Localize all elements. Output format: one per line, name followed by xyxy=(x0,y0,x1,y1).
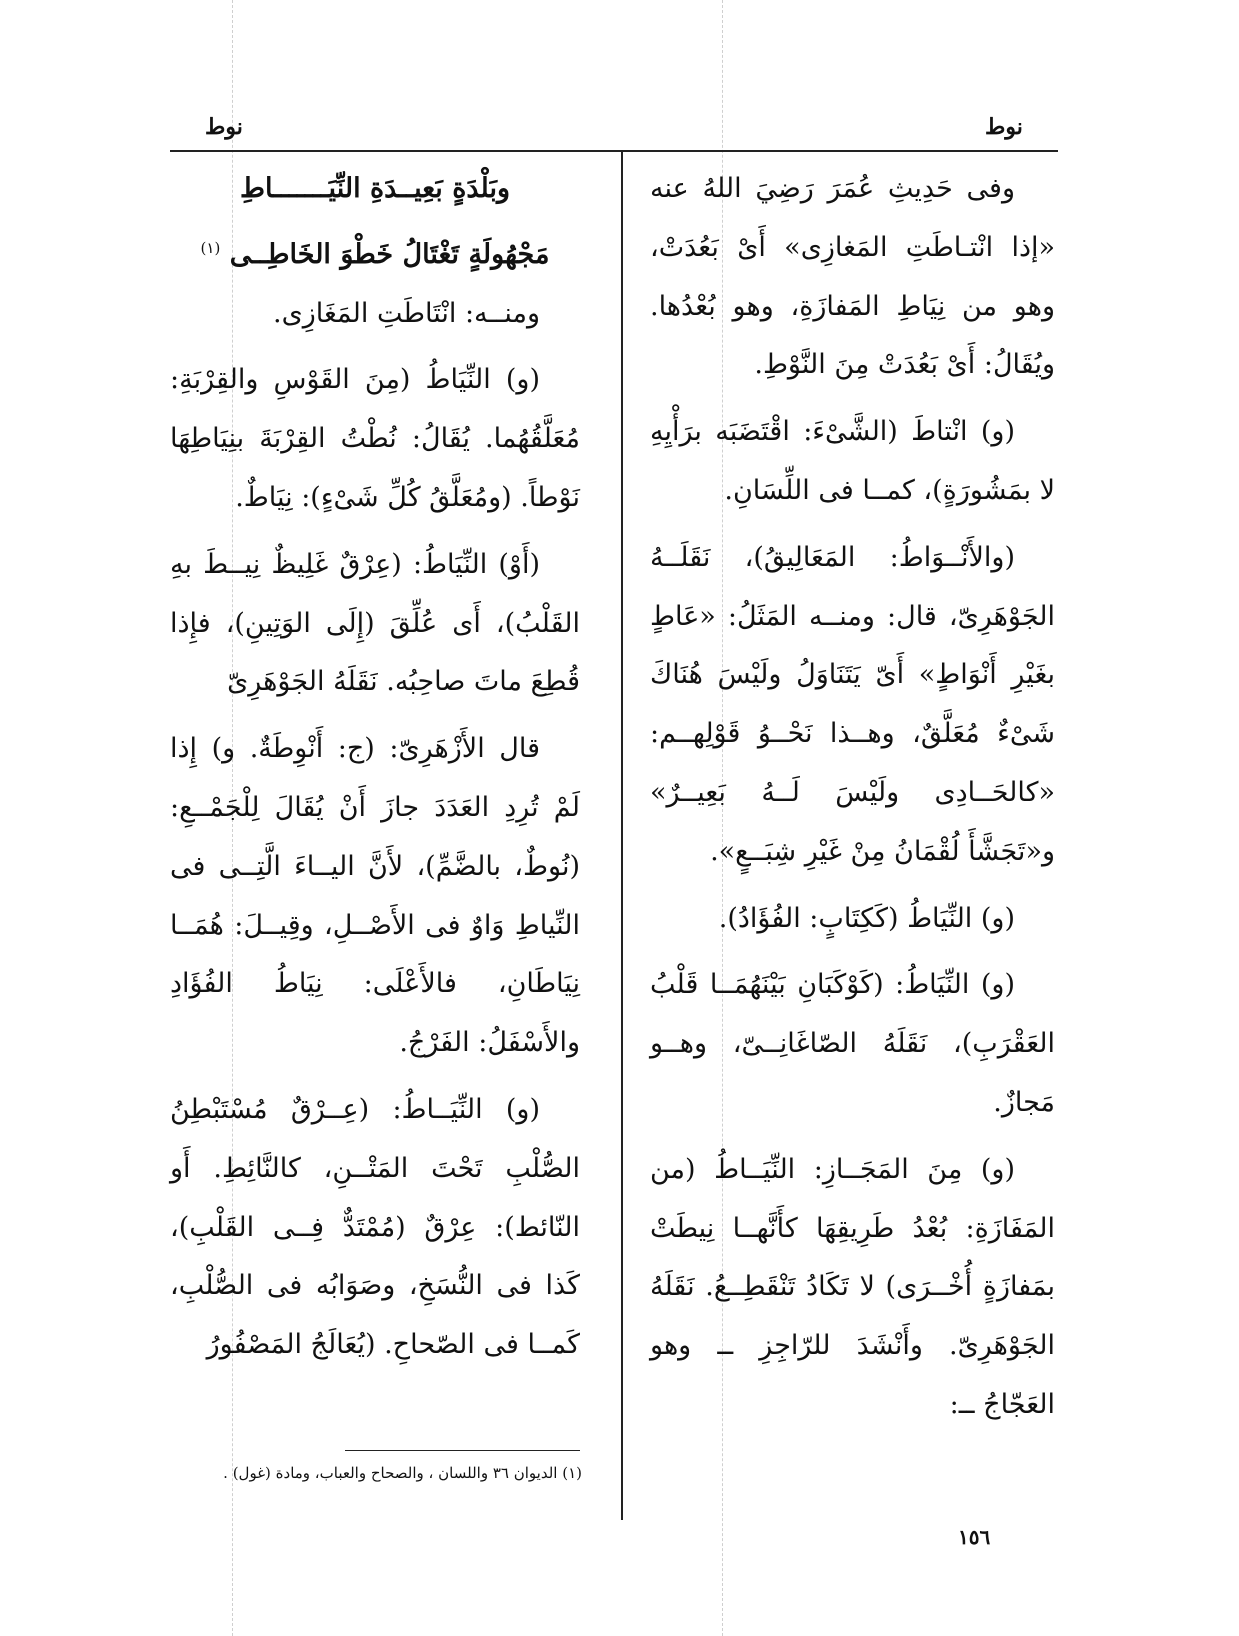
running-header-right: نوط xyxy=(985,114,1023,140)
right-column xyxy=(650,160,1055,1435)
page-number: ١٥٦ xyxy=(958,1525,991,1549)
entry-paragraph: (و) النِّيَاطُ: (كَوْكَبَانِ بَيْنَهُمَــا قَلْبُ العَقْرَبِ)، نَقَلَهُ الصّاغَانِــىّ، وهــو مَجازٌ. xyxy=(650,969,1055,1118)
entry-paragraph: قال الأَزْهَرِىّ: (ج: أَنْوِطَةٌ. و) إِذا لَمْ تُرِدِ العَدَدَ جازَ أَنْ يُقَالَ لِلْجَمْــعِ: (نُوطٌ، بالضَّمِّ)، لأَنَّ اليــاءَ الَّتِــى فى النِّياطِ وَاوٌ فى الأَصْــلِ، وقِيــلَ: هُمَــا نِيَاطَانِ، فالأَعْلَى: نِيَاطُ الفُؤَادِ والأَسْفَلُ: الفَرْجُ. xyxy=(170,733,580,1059)
entry-paragraph: (أَوْ) النِّيَاطُ: (عِرْقٌ غَلِيظٌ نِيــطَ بهِ القَلْبُ)، أَى عُلِّقَ (إِلَى الوَتِينِ)، فإِذا قُطِعَ ماتَ صاحِبُه. نَقَلَهُ الجَوْهَرِىّ xyxy=(170,548,580,698)
left-column xyxy=(170,160,580,1375)
running-header-left: نوط xyxy=(205,114,243,140)
verse-line-text: مَجْهُولَةٍ تَغْتَالُ خَطْوَ الخَاطِــى xyxy=(229,238,550,270)
entry-paragraph: (و) النِّيَاطُ (كَكِتَابٍ: الفُؤَادُ). xyxy=(718,902,1015,934)
entry-paragraph: (و) النِّيَــاطُ: (عِــرْقٌ مُسْتَبْطِنُ الصُّلْبِ تَحْتَ المَتْــنِ، كالنَّائِطِ. أَو النّائط): عِرْقٌ (مُمْتَدٌّ فِــى القَلْبِ)، كَذا فى النُّسَخِ، وصَوَابُه فى الصُّلْبِ، كَمــا فى الصّحاحِ. (يُعَالَجُ المَصْفُورُ xyxy=(170,1093,580,1361)
footnote-marker: (١) xyxy=(200,238,221,257)
verse-line xyxy=(170,219,580,285)
verse-line-text: وبَلْدَةٍ بَعِيــدَةِ النِّيَـــــــاطِ xyxy=(239,173,511,204)
entry-paragraph: (و) النِّيَاطُ (مِنَ القَوْسِ والقِرْبَةِ: مُعَلَّقُهُما. يُقَالُ: نُطْتُ القِرْبَةَ بنِيَاطِهَا نَوْطاً. (ومُعَلَّقُ كُلِّ شَىْءٍ): نِيَاطٌ. xyxy=(170,364,580,513)
entry-paragraph: ومنــه: انْتَاطَتِ المَغَازِى. xyxy=(273,297,540,329)
footnote: (١) الديوان ٣٦ واللسان ، والصحاح والعباب، ومادة (غول) . xyxy=(223,1464,582,1482)
entry-paragraph: وفى حَدِيثِ عُمَرَ رَضِيَ اللهُ عنه «إذا انْتـاطَتِ المَغازِى» أَىْ بَعُدَتْ، وهو من نِيَاطِ المَفازَةِ، وهو بُعْدُها. ويُقَالُ: أَىْ بَعُدَتْ مِنَ النَّوْطِ. xyxy=(650,173,1055,381)
verse-line xyxy=(170,160,580,219)
entry-paragraph: (و) انْتاطَ (الشَّىْءَ: اقْتَضَبَه برَأْيِهِ لا بمَشُورَةٍ)، كمــا فى اللِّسَانِ. xyxy=(650,416,1055,506)
entry-paragraph: (و) مِنَ المَجَــازِ: النِّيَــاطُ (من المَفَازَةِ: بُعْدُ طَرِيقِهَا كأَنَّهــا نِيطَتْ بمَفازَةٍ أُخْــرَى) لا تَكَادُ تَنْقَطِــعُ. نَقَلَهُ الجَوْهَرِىّ. وأَنْشَدَ للرّاجِزِ ــ وهو العَجّاجُ ــ: xyxy=(650,1153,1055,1420)
footnote-rule xyxy=(345,1450,580,1451)
column-divider xyxy=(621,152,623,1520)
header-rule xyxy=(170,150,1058,152)
entry-paragraph: (والأَنْــوَاطُ: المَعَالِيقُ)، نَقَلَــهُ الجَوْهَرِىّ، قال: ومنــه المَثَلُ: «عَاطٍ بغَيْرِ أَنْوَاطٍ» أَىّ يَتَنَاوَلُ ولَيْسَ هُنَاكَ شَىْءٌ مُعَلَّقٌ، وهــذا نَحْــوُ قَوْلِهــم: «كالحَــادِى ولَيْسَ لَــهُ بَعِيــرٌ» و«تَجَشَّأَ لُقْمَانُ مِنْ غَيْرِ شِبَــعٍ». xyxy=(650,541,1055,867)
